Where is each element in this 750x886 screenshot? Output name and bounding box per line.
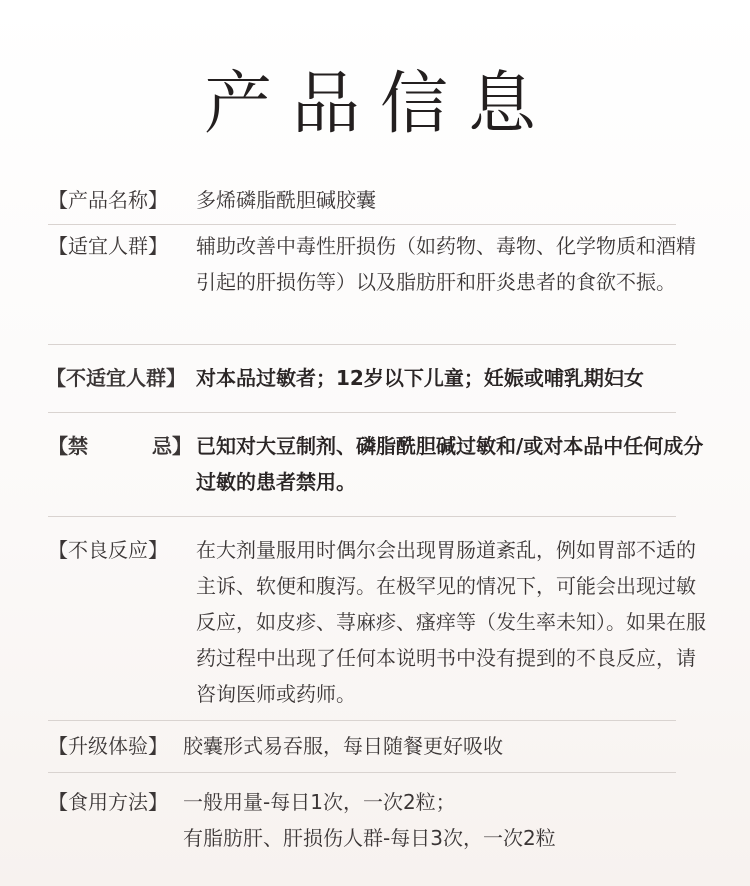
value-usage-line1: 一般用量-每日1次，一次2粒；	[183, 790, 456, 814]
label-contraindication-right: 忌】	[152, 434, 192, 458]
divider	[48, 412, 676, 413]
divider	[48, 224, 676, 225]
page-title: 产品信息	[203, 65, 556, 144]
label-usage: 【食用方法】	[48, 790, 168, 814]
value-adverse-reactions: 在大剂量服用时偶尔会出现胃肠道紊乱，例如胃部不适的主诉、软便和腹泻。在极罕见的情况下，可能会出现过敏反应，如皮疹、荨麻疹、瘙痒等（发生率未知）。如果在服药过程中出现了任何本说明书中没有提到的不良反应，请咨询医师或药师。	[196, 538, 706, 706]
label-adverse-reactions: 【不良反应】	[48, 538, 168, 562]
value-usage-line2: 有脂肪肝、肝损伤人群-每日3次，一次2粒	[183, 826, 556, 850]
label-product-name: 【产品名称】	[48, 188, 168, 212]
value-suitable-group: 辅助改善中毒性肝损伤（如药物、毒物、化学物质和酒精引起的肝损伤等）以及脂肪肝和肝炎患者的食欲不振。	[196, 234, 696, 294]
label-unsuitable-group: 【不适宜人群】	[46, 366, 186, 390]
divider	[48, 720, 676, 721]
divider	[48, 344, 676, 345]
value-upgrade-experience: 胶囊形式易吞服，每日随餐更好吸收	[183, 734, 503, 758]
label-suitable-group: 【适宜人群】	[48, 234, 168, 258]
label-upgrade-experience: 【升级体验】	[48, 734, 168, 758]
value-product-name: 多烯磷脂酰胆碱胶囊	[196, 188, 376, 212]
value-unsuitable-group: 对本品过敏者；12岁以下儿童；妊娠或哺乳期妇女	[196, 366, 644, 390]
divider	[48, 772, 676, 773]
value-contraindication: 已知对大豆制剂、磷脂酰胆碱过敏和/或对本品中任何成分过敏的患者禁用。	[196, 434, 704, 494]
divider	[48, 516, 676, 517]
label-contraindication-left: 【禁	[48, 434, 88, 458]
